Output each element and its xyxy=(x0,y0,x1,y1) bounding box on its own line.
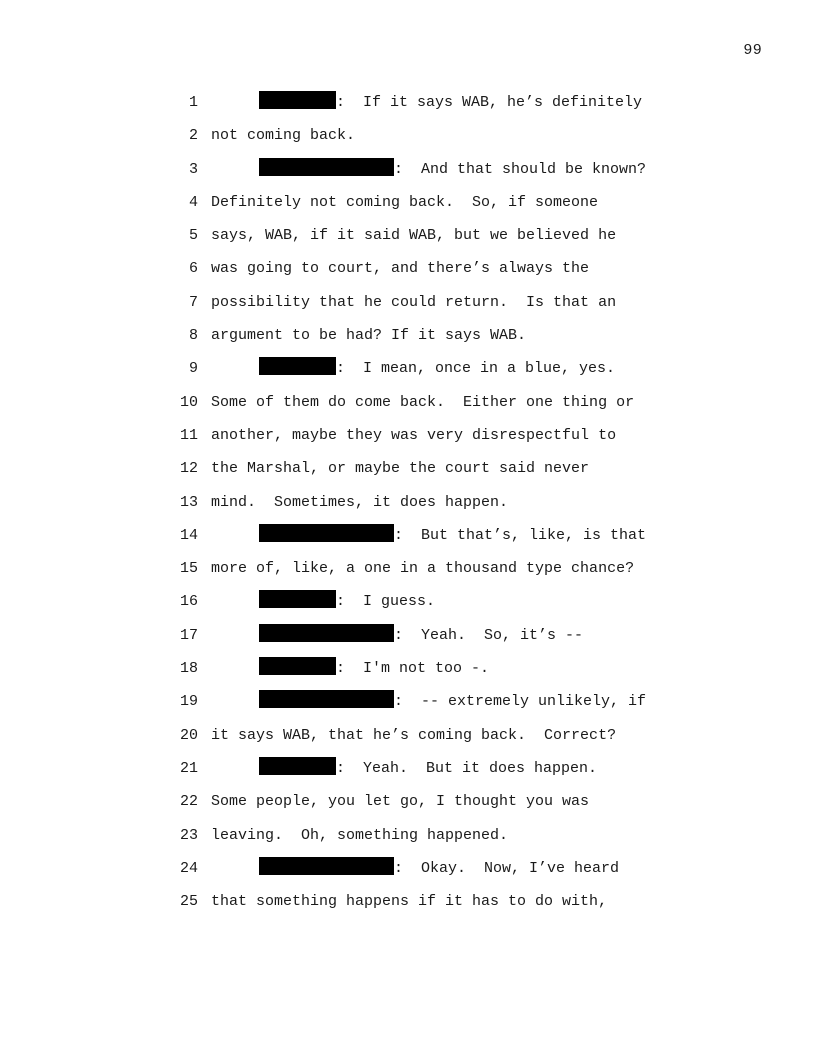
line-text xyxy=(259,757,597,781)
line-text xyxy=(259,624,583,648)
line-number: 23 xyxy=(179,826,198,844)
line-number: 8 xyxy=(188,327,198,345)
line-content: mind. Sometimes, it does happen. xyxy=(211,493,509,511)
line-text xyxy=(211,890,607,914)
line-content: leaving. Oh, something happened. xyxy=(211,826,509,844)
line-content: : And that should be known? xyxy=(394,160,647,178)
line-content: the Marshal, or maybe the court said never xyxy=(211,460,590,478)
line-number: 11 xyxy=(179,426,198,444)
line-content: : I'm not too -. xyxy=(336,660,490,678)
line-number: 14 xyxy=(179,526,198,544)
transcript-line xyxy=(0,124,816,157)
line-number: 24 xyxy=(179,859,198,877)
transcript-line xyxy=(0,824,816,857)
transcript-line xyxy=(0,757,816,790)
line-number: 12 xyxy=(179,460,198,478)
line-text xyxy=(259,657,489,681)
line-content: : Yeah. But it does happen. xyxy=(336,759,598,777)
line-number: 20 xyxy=(179,726,198,744)
redacted-speaker-name xyxy=(259,158,394,176)
line-number: 21 xyxy=(179,759,198,777)
line-text xyxy=(211,457,589,481)
line-text xyxy=(211,257,589,281)
transcript-line xyxy=(0,158,816,191)
line-text xyxy=(259,590,435,614)
transcript-line xyxy=(0,91,816,124)
line-text xyxy=(259,357,615,381)
transcript-line xyxy=(0,890,816,923)
redacted-speaker-name xyxy=(259,91,336,109)
redacted-speaker-name xyxy=(259,624,394,642)
redacted-speaker-name xyxy=(259,590,336,608)
line-number: 19 xyxy=(179,693,198,711)
transcript-line xyxy=(0,557,816,590)
line-number: 2 xyxy=(188,127,198,145)
transcript-body xyxy=(0,91,816,923)
line-number: 7 xyxy=(188,293,198,311)
line-content: : Yeah. So, it’s -- xyxy=(394,626,584,644)
line-content: more of, like, a one in a thousand type chance? xyxy=(211,560,635,578)
line-content: : I mean, once in a blue, yes. xyxy=(336,360,616,378)
line-content: not coming back. xyxy=(211,127,356,145)
line-text xyxy=(259,158,646,182)
transcript-line xyxy=(0,491,816,524)
line-text xyxy=(211,491,508,515)
transcript-line xyxy=(0,291,816,324)
line-content: Some of them do come back. Either one thing or xyxy=(211,393,635,411)
line-text xyxy=(259,91,642,115)
line-number: 16 xyxy=(179,593,198,611)
page-number: 99 xyxy=(743,42,762,59)
transcript-line xyxy=(0,257,816,290)
line-number: 4 xyxy=(188,193,198,211)
line-text xyxy=(211,824,508,848)
line-number: 18 xyxy=(179,660,198,678)
line-text xyxy=(211,424,616,448)
line-content: Some people, you let go, I thought you was xyxy=(211,793,590,811)
line-text xyxy=(259,857,619,881)
line-text xyxy=(259,690,646,714)
transcript-line xyxy=(0,724,816,757)
line-content: Definitely not coming back. So, if someone xyxy=(211,193,599,211)
line-number: 3 xyxy=(188,160,198,178)
line-text xyxy=(211,191,598,215)
line-number: 22 xyxy=(179,793,198,811)
line-content: says, WAB, if it said WAB, but we believed he xyxy=(211,227,617,245)
transcript-line xyxy=(0,224,816,257)
line-text xyxy=(211,124,355,148)
transcript-line xyxy=(0,524,816,557)
line-number: 6 xyxy=(188,260,198,278)
line-number: 17 xyxy=(179,626,198,644)
transcript-line xyxy=(0,191,816,224)
redacted-speaker-name xyxy=(259,690,394,708)
redacted-speaker-name xyxy=(259,857,394,875)
transcript-line xyxy=(0,657,816,690)
line-text xyxy=(211,291,616,315)
line-content: : Okay. Now, I’ve heard xyxy=(394,859,620,877)
line-number: 9 xyxy=(188,360,198,378)
transcript-line xyxy=(0,790,816,823)
line-content: : If it says WAB, he’s definitely xyxy=(336,94,643,111)
line-number: 1 xyxy=(188,94,198,111)
line-content: another, maybe they was very disrespectful to xyxy=(211,426,617,444)
redacted-speaker-name xyxy=(259,657,336,675)
line-content: : -- extremely unlikely, if xyxy=(394,693,647,711)
transcript-line xyxy=(0,857,816,890)
transcript-line xyxy=(0,624,816,657)
line-text xyxy=(211,224,616,248)
transcript-line xyxy=(0,457,816,490)
line-content: : But that’s, like, is that xyxy=(394,526,647,544)
line-number: 15 xyxy=(179,560,198,578)
line-text xyxy=(211,391,634,415)
redacted-speaker-name xyxy=(259,357,336,375)
redacted-speaker-name xyxy=(259,757,336,775)
line-text xyxy=(211,724,616,748)
line-number: 13 xyxy=(179,493,198,511)
line-text xyxy=(259,524,646,548)
transcript-line xyxy=(0,324,816,357)
line-content: it says WAB, that he’s coming back. Correct? xyxy=(211,726,617,744)
transcript-line xyxy=(0,357,816,390)
line-text xyxy=(211,324,526,348)
redacted-speaker-name xyxy=(259,524,394,542)
transcript-line xyxy=(0,424,816,457)
line-content: was going to court, and there’s always the xyxy=(211,260,590,278)
line-content: : I guess. xyxy=(336,593,436,611)
line-number: 10 xyxy=(179,393,198,411)
transcript-line xyxy=(0,590,816,623)
line-content: possibility that he could return. Is that an xyxy=(211,293,617,311)
transcript-line xyxy=(0,690,816,723)
line-number: 5 xyxy=(188,227,198,245)
line-text xyxy=(211,557,634,581)
line-text xyxy=(211,790,589,814)
line-content: argument to be had? If it says WAB. xyxy=(211,327,527,345)
line-number: 25 xyxy=(179,893,198,911)
line-content: that something happens if it has to do with, xyxy=(211,893,608,911)
transcript-line xyxy=(0,391,816,424)
